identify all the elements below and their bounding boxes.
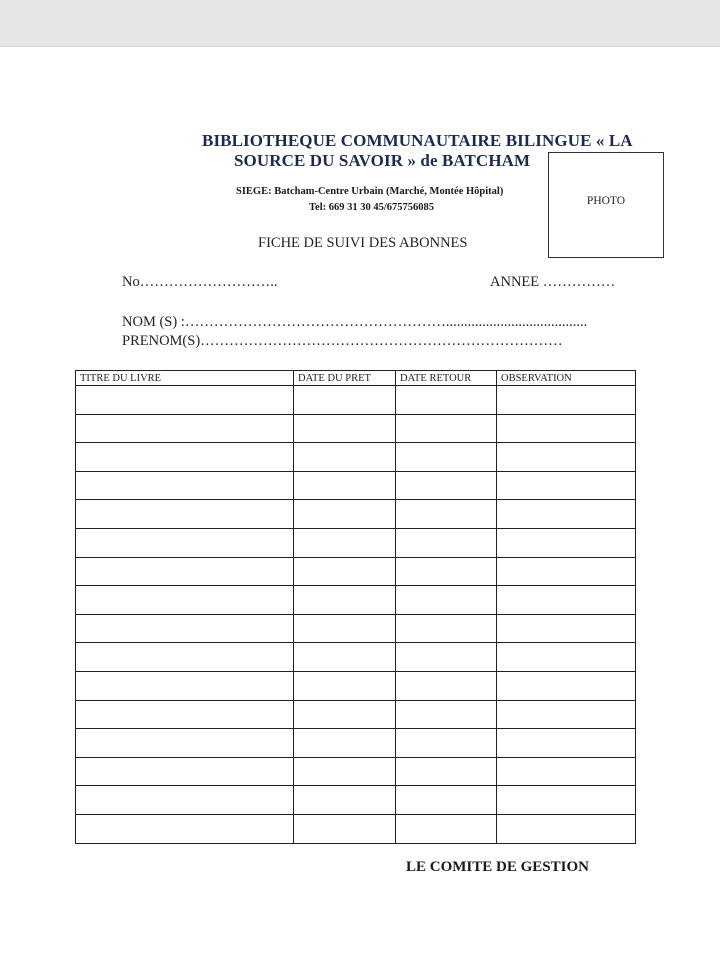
loan-register-table — [75, 370, 636, 844]
cell-loan-date — [294, 786, 396, 815]
cell-observation — [497, 643, 636, 672]
cell-book-title — [76, 500, 294, 529]
library-title-line-1: BIBLIOTHEQUE COMMUNAUTAIRE BILINGUE « LA — [202, 131, 633, 150]
cell-book-title — [76, 557, 294, 586]
column-header-book-title: TITRE DU LIVRE — [76, 371, 294, 386]
table-row — [76, 643, 636, 672]
cell-book-title — [76, 386, 294, 415]
cell-return-date — [396, 671, 497, 700]
form-subtitle: FICHE DE SUIVI DES ABONNES — [258, 235, 468, 251]
cell-loan-date — [294, 528, 396, 557]
table-row — [76, 471, 636, 500]
cell-observation — [497, 700, 636, 729]
cell-book-title — [76, 757, 294, 786]
cell-return-date — [396, 471, 497, 500]
table-header-row — [76, 371, 636, 386]
column-header-observation: OBSERVATION — [497, 371, 636, 386]
cell-loan-date — [294, 757, 396, 786]
cell-loan-date — [294, 729, 396, 758]
cell-loan-date — [294, 557, 396, 586]
cell-return-date — [396, 586, 497, 615]
cell-loan-date — [294, 643, 396, 672]
library-title-line-2: SOURCE DU SAVOIR » de BATCHAM — [234, 151, 531, 170]
cell-return-date — [396, 386, 497, 415]
cell-observation — [497, 557, 636, 586]
table-row — [76, 729, 636, 758]
table-row — [76, 757, 636, 786]
management-committee-label: LE COMITE DE GESTION — [406, 859, 589, 875]
table-row — [76, 386, 636, 415]
cell-return-date — [396, 614, 497, 643]
table-body — [76, 386, 636, 844]
cell-book-title — [76, 614, 294, 643]
table-row — [76, 586, 636, 615]
photo-label: PHOTO — [586, 195, 626, 207]
cell-book-title — [76, 471, 294, 500]
cell-book-title — [76, 786, 294, 815]
cell-return-date — [396, 414, 497, 443]
number-field: No……………………….. — [122, 274, 278, 290]
cell-loan-date — [294, 586, 396, 615]
table-row — [76, 528, 636, 557]
cell-book-title — [76, 414, 294, 443]
cell-loan-date — [294, 500, 396, 529]
cell-loan-date — [294, 814, 396, 843]
first-name-field: PRENOM(S)………………………………………………………………… — [122, 333, 563, 349]
table-row — [76, 414, 636, 443]
cell-observation — [497, 528, 636, 557]
cell-return-date — [396, 786, 497, 815]
cell-observation — [497, 443, 636, 472]
viewer-top-bar — [0, 0, 720, 47]
table-row — [76, 443, 636, 472]
cell-observation — [497, 814, 636, 843]
cell-book-title — [76, 671, 294, 700]
cell-loan-date — [294, 386, 396, 415]
cell-return-date — [396, 729, 497, 758]
table-row — [76, 557, 636, 586]
cell-return-date — [396, 500, 497, 529]
cell-observation — [497, 500, 636, 529]
cell-return-date — [396, 557, 497, 586]
cell-observation — [497, 386, 636, 415]
cell-loan-date — [294, 671, 396, 700]
table-row — [76, 786, 636, 815]
telephone-numbers: Tel: 669 31 30 45/675756085 — [309, 202, 435, 213]
cell-observation — [497, 614, 636, 643]
cell-book-title — [76, 643, 294, 672]
table-row — [76, 700, 636, 729]
cell-observation — [497, 671, 636, 700]
cell-return-date — [396, 700, 497, 729]
cell-book-title — [76, 586, 294, 615]
cell-observation — [497, 586, 636, 615]
cell-return-date — [396, 757, 497, 786]
cell-book-title — [76, 443, 294, 472]
cell-observation — [497, 786, 636, 815]
table-row — [76, 500, 636, 529]
cell-observation — [497, 729, 636, 758]
cell-return-date — [396, 528, 497, 557]
cell-loan-date — [294, 700, 396, 729]
cell-observation — [497, 757, 636, 786]
cell-loan-date — [294, 443, 396, 472]
cell-return-date — [396, 443, 497, 472]
cell-loan-date — [294, 614, 396, 643]
cell-book-title — [76, 729, 294, 758]
cell-loan-date — [294, 471, 396, 500]
year-field: ANNEE …………… — [490, 274, 616, 290]
cell-return-date — [396, 814, 497, 843]
photo-box — [548, 152, 664, 258]
headquarters-address: SIEGE: Batcham-Centre Urbain (Marché, Montée Hôpital) — [236, 186, 504, 197]
cell-observation — [497, 471, 636, 500]
table-row — [76, 614, 636, 643]
last-name-field: NOM (S) :………………………………………………....................................... — [122, 314, 588, 330]
table-row — [76, 671, 636, 700]
column-header-loan-date: DATE DU PRET — [294, 371, 396, 386]
table-row — [76, 814, 636, 843]
cell-observation — [497, 414, 636, 443]
cell-book-title — [76, 814, 294, 843]
cell-book-title — [76, 528, 294, 557]
cell-return-date — [396, 643, 497, 672]
column-header-return-date: DATE RETOUR — [396, 371, 497, 386]
cell-loan-date — [294, 414, 396, 443]
cell-book-title — [76, 700, 294, 729]
